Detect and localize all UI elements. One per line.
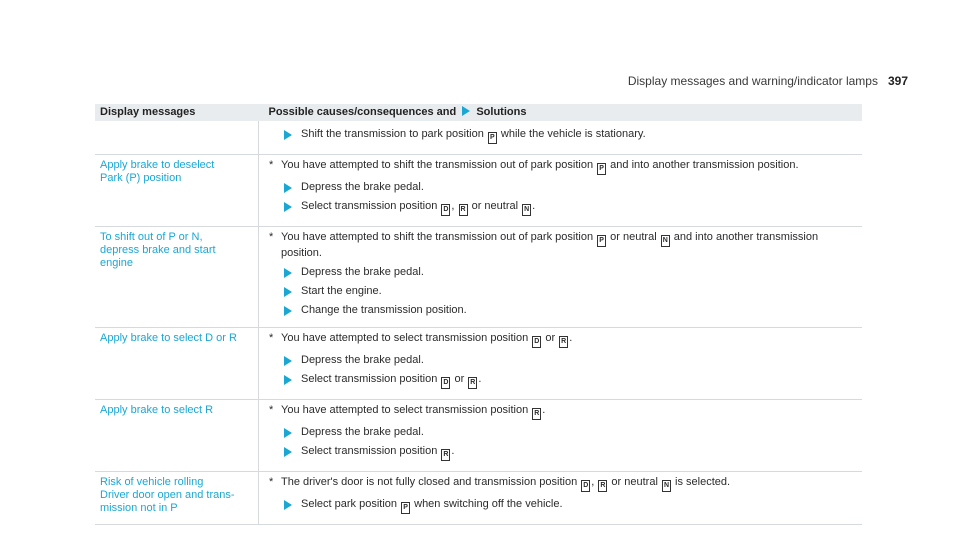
gear-r-icon: R: [459, 204, 468, 216]
arrow-right-icon: [284, 428, 292, 438]
col-header-causes-solutions: [259, 104, 863, 121]
text-segment: Select transmission position: [301, 373, 441, 385]
message-cell: [95, 472, 259, 525]
text-segment: Select park position: [301, 498, 401, 510]
text-segment: while the vehicle is stationary.: [497, 128, 646, 140]
asterisk-icon: *: [269, 332, 274, 344]
cause-text: [269, 476, 856, 492]
table-row: [95, 472, 862, 525]
solution-step: [284, 200, 856, 216]
gear-p-icon: P: [401, 502, 410, 514]
message-cell: [95, 328, 259, 400]
page-header: [628, 74, 908, 88]
solution-step: [284, 498, 856, 514]
cause-description: [281, 404, 545, 420]
message-cell: [95, 121, 259, 155]
solution-cell: [259, 121, 863, 155]
arrow-right-icon: [284, 306, 292, 316]
display-message-text: Apply brake to select R: [100, 404, 214, 416]
gear-n-icon: N: [661, 235, 670, 247]
solution-step: [284, 426, 856, 439]
text-segment: or neutral: [608, 476, 661, 488]
gear-n-icon: N: [662, 480, 671, 492]
gear-r-icon: R: [441, 449, 450, 461]
table-row: [95, 155, 862, 227]
arrow-right-icon: [284, 356, 292, 366]
text-segment: You have attempted to select transmission position: [281, 332, 532, 344]
arrow-right-icon: [284, 202, 292, 212]
text-segment: Select transmission position: [301, 200, 441, 212]
text-segment: Depress the brake pedal.: [301, 354, 424, 366]
gear-n-icon: N: [522, 204, 531, 216]
asterisk-icon: *: [269, 159, 274, 171]
arrow-right-icon: [284, 130, 292, 140]
solution-step: [284, 266, 856, 279]
arrow-right-icon: [284, 500, 292, 510]
text-segment: Select transmission position: [301, 445, 441, 457]
text-segment: when switching off the vehicle.: [411, 498, 563, 510]
solution-step: [284, 181, 856, 194]
text-segment: You have attempted to shift the transmission out of park position: [281, 159, 597, 171]
text-segment: Depress the brake pedal.: [301, 266, 424, 278]
col-header-display-messages: Display messages: [95, 104, 259, 121]
gear-r-icon: R: [598, 480, 607, 492]
step-text: [301, 445, 454, 461]
display-message-text: mission not in P: [100, 502, 178, 514]
gear-p-icon: P: [597, 235, 606, 247]
cause-description: [281, 159, 799, 175]
gear-p-icon: P: [597, 163, 606, 175]
gear-r-icon: R: [559, 336, 568, 348]
arrow-right-icon: [284, 375, 292, 385]
text-segment: The driver's door is not fully closed and transmission position: [281, 476, 581, 488]
cause-solution-cell: [259, 472, 863, 525]
solution-step: [284, 285, 856, 298]
text-segment: .: [532, 200, 536, 212]
step-text: [301, 373, 481, 389]
cause-text: [269, 404, 856, 420]
page-number: 397: [887, 74, 908, 88]
cause-solution-cell: [259, 328, 863, 400]
solution-step: [284, 373, 856, 389]
solution-step: [284, 445, 856, 461]
text-segment: You have attempted to shift the transmission out of park position: [281, 231, 597, 243]
text-segment: Change the transmission position.: [301, 304, 467, 316]
display-messages-table: [95, 104, 862, 525]
text-segment: or: [451, 373, 468, 385]
table-row: [95, 400, 862, 472]
display-message-text: Apply brake to select D or R: [100, 332, 237, 344]
text-segment: .: [451, 445, 455, 457]
text-segment: or neutral: [468, 200, 522, 212]
arrow-right-icon: [284, 183, 292, 193]
cause-solution-cell: [259, 155, 863, 227]
arrow-right-icon: [462, 106, 470, 116]
step-text: [301, 498, 563, 514]
step-text: [301, 354, 424, 367]
table-row: [95, 227, 862, 328]
gear-d-icon: D: [441, 377, 450, 389]
text-segment: is selected.: [671, 476, 731, 488]
display-message-text: engine: [100, 257, 134, 269]
text-segment: Depress the brake pedal.: [301, 426, 424, 438]
text-segment: and into another transmission position.: [607, 159, 799, 171]
cause-text: [269, 332, 856, 348]
table-row-continuation: [95, 121, 862, 155]
arrow-right-icon: [284, 268, 292, 278]
step-text: [301, 426, 424, 439]
step-text: [301, 285, 382, 298]
cause-solution-cell: [259, 227, 863, 328]
col-header-causes: Possible causes/consequences and: [268, 106, 457, 118]
cause-description: [281, 231, 856, 260]
arrow-right-icon: [284, 447, 292, 457]
gear-r-icon: R: [532, 408, 541, 420]
display-message-text: To shift out of P or N,: [100, 231, 203, 243]
display-message-text: depress brake and start: [100, 244, 216, 256]
text-segment: ,: [591, 476, 598, 488]
cause-description: [281, 332, 572, 348]
text-segment: ,: [451, 200, 458, 212]
asterisk-icon: *: [269, 476, 274, 488]
text-segment: .: [542, 404, 546, 416]
step-text: [301, 266, 424, 279]
cause-solution-cell: [259, 400, 863, 472]
header-title: Display messages and warning/indicator lamps: [627, 74, 878, 88]
asterisk-icon: *: [269, 231, 274, 243]
text-segment: Shift the transmission to park position: [301, 128, 487, 140]
text-segment: or: [542, 332, 559, 344]
message-cell: [95, 155, 259, 227]
step-text: [301, 128, 646, 144]
solution-step: [284, 354, 856, 367]
display-message-text: Park (P) position: [100, 172, 182, 184]
message-cell: [95, 400, 259, 472]
cause-text: [269, 231, 856, 260]
text-segment: Start the engine.: [301, 285, 382, 297]
gear-p-icon: P: [488, 132, 497, 144]
gear-r-icon: R: [468, 377, 477, 389]
step-text: [301, 304, 467, 317]
text-segment: and into another transmission position.: [281, 231, 819, 259]
gear-d-icon: D: [441, 204, 450, 216]
text-segment: .: [478, 373, 482, 385]
cause-description: [281, 476, 730, 492]
gear-d-icon: D: [581, 480, 590, 492]
col-header-solutions: Solutions: [476, 106, 527, 118]
step-text: [301, 200, 535, 216]
step-text: [301, 181, 424, 194]
gear-d-icon: D: [532, 336, 541, 348]
text-segment: .: [569, 332, 573, 344]
solution-step: [284, 304, 856, 317]
table-row: [95, 328, 862, 400]
text-segment: You have attempted to select transmission position: [281, 404, 532, 416]
display-message-text: Risk of vehicle rolling: [100, 476, 204, 488]
message-cell: [95, 227, 259, 328]
table-header-row: [95, 104, 862, 121]
display-message-text: Apply brake to deselect: [100, 159, 215, 171]
arrow-right-icon: [284, 287, 292, 297]
text-segment: Depress the brake pedal.: [301, 181, 424, 193]
asterisk-icon: *: [269, 404, 274, 416]
text-segment: or neutral: [607, 231, 660, 243]
solution-step: [284, 128, 856, 144]
cause-text: [269, 159, 856, 175]
display-message-text: Driver door open and trans-: [100, 489, 235, 501]
